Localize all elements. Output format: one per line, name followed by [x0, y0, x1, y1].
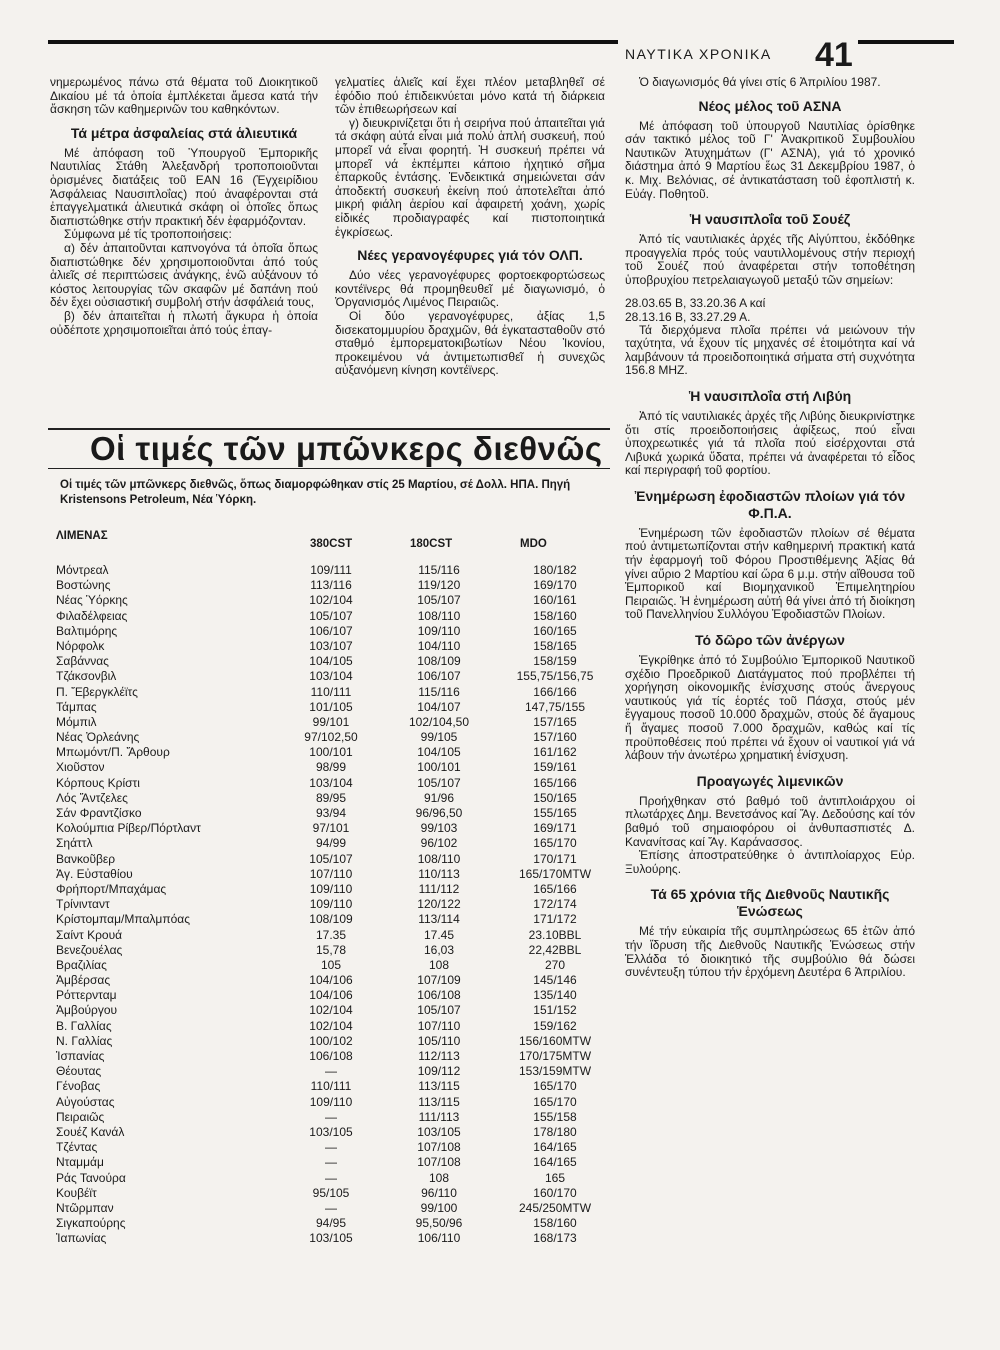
port-name-cell: Γένοβας	[56, 1079, 101, 1094]
price-380cst-cell: 106/107	[309, 623, 353, 638]
safety-measures-heading: Τά μέτρα ἀσφαλείας στά ἁλιευτικά	[70, 124, 298, 141]
price-mdo-cell: 23.10BBL	[528, 927, 582, 942]
price-180cst-cell: 110/113	[418, 866, 460, 881]
column-header-180cst: 180CST	[410, 538, 453, 550]
price-380cst-cell: 98/99	[315, 760, 347, 775]
news-section	[625, 211, 915, 378]
price-180cst-cell: 103/105	[417, 1124, 461, 1139]
price-380cst-cell: 94/95	[315, 1216, 347, 1231]
table-row	[56, 928, 606, 943]
price-380cst-cell: —	[325, 1064, 337, 1079]
table-row	[56, 745, 606, 760]
price-380cst-cell: 103/105	[309, 1231, 353, 1246]
table-row	[56, 867, 606, 882]
price-180cst-cell: 104/110	[417, 638, 461, 653]
price-380cst-cell: 97/101	[312, 821, 350, 836]
price-mdo-cell: 160/165	[533, 623, 577, 638]
price-mdo-cell: 166/166	[533, 684, 577, 699]
col2-paragraph: γελματίες ἁλιεῖς καί ἔχει πλέον μεταβληθεῖ σέ ἐφόδιο πού ἐπιδεικνύεται μόνο κατά τή διάρκεια τῶν ἐπιθεωρήσεων καί	[335, 75, 605, 117]
column-header-port: ΛΙΜΕΝΑΣ	[56, 530, 108, 542]
price-180cst-cell: 113/114	[418, 912, 460, 927]
publication-title: ΝΑΥΤΙΚΑ ΧΡΟΝΙΚΑ	[625, 46, 772, 62]
port-name-cell: Πειραιῶς	[56, 1109, 105, 1124]
price-180cst-cell: 111/112	[418, 881, 460, 896]
port-name-cell: Φρήπορτ/Μπαχάμας	[56, 881, 167, 896]
port-name-cell: Βραζιλίας	[56, 957, 107, 972]
news-section	[625, 632, 915, 763]
table-row	[56, 882, 606, 897]
table-row	[56, 791, 606, 806]
price-180cst-cell: 96/110	[421, 1185, 457, 1200]
price-180cst-cell: 16,03	[423, 942, 455, 957]
news-section	[625, 98, 915, 202]
port-name-cell: Ἱσπανίας	[56, 1049, 105, 1063]
price-180cst-cell: 108	[428, 1170, 450, 1185]
bunker-prices-title: Οἱ τιμές τῶν μπῶνκερς διεθνῶς	[90, 430, 603, 467]
price-180cst-cell: 113/115	[418, 1094, 460, 1109]
port-name-cell: Ἰαπωνίας	[56, 1231, 107, 1246]
price-380cst-cell: 104/106	[309, 973, 353, 988]
price-380cst-cell: —	[325, 1155, 337, 1170]
table-row	[56, 1201, 606, 1216]
section-heading: Νέος μέλος τοῦ ΑΣΝΑ	[698, 97, 842, 114]
price-mdo-cell: 169/170	[533, 578, 577, 593]
port-name-cell: Λός Ἄντζελες	[56, 790, 128, 805]
port-name-cell: Βοστώνης	[56, 578, 111, 593]
column-header-mdo: MDO	[520, 538, 547, 550]
price-380cst-cell: 103/104	[309, 669, 353, 684]
port-name-cell: Ἀμβούργου	[56, 1003, 118, 1018]
price-mdo-cell: 158/159	[533, 654, 577, 669]
col2-paragraph: Δύο νέες γερανογέφυρες φορτοεκφορτώσεως κοντέϊνερς θά προμηθευθεῖ μέ διαγωνισμό, ὁ Ὀργανισμός Λιμένος Πειραιῶς.	[335, 268, 605, 310]
port-name-cell: Π. Ἔβεργκλέϊτς	[56, 684, 138, 699]
price-380cst-cell: 106/108	[309, 1049, 353, 1063]
price-mdo-cell: 245/250MTW	[518, 1200, 592, 1215]
port-name-cell: Ἁγ. Εὐσταθίου	[56, 866, 133, 881]
section-text: Προήχθηκαν στό βαθμό τοῦ ἀντιπλοιάρχου οἱ πλωτάρχες Δημ. Βενετσάνος καί Ἄγ. Δεδούσης καί τόν βαθμό τοῦ σημαιοφόρου οἱ ἀνθυπασπιστές Δ. Κανανίτσας καί Ἄγ. Καράνασσος.	[625, 793, 915, 849]
price-mdo-cell: 159/161	[533, 760, 577, 775]
table-row	[56, 1140, 606, 1155]
section-text: Ἐπίσης ἀποστρατεύθηκε ὁ ἀντιπλοίαρχος Εὐρ. Ξυλούρης.	[625, 848, 915, 876]
price-380cst-cell: 103/107	[309, 638, 353, 653]
section-text: Ἀπό τίς ναυτιλιακές ἀρχές τῆς Λιβύης διευκρινίστηκε ὅτι στίς προειδοποιήσεις ἀφίξεως, πού εἶναι ὑποχρεωτικές γιά τά πλοῖα πού εἰσέρχονται στά Λιβυκά χωρικά ὕδατα, πρέπει νά ἀναφέρεται τό εἶδος καί περιγραφή τοῦ φορτίου.	[625, 408, 915, 478]
price-mdo-cell: 157/160	[533, 730, 577, 745]
price-180cst-cell: 107/108	[417, 1155, 461, 1170]
table-row	[56, 852, 606, 867]
table-row	[56, 1049, 606, 1064]
price-mdo-cell: 151/152	[533, 1003, 577, 1018]
table-row	[56, 988, 606, 1003]
port-name-cell: Σαίντ Κρουά	[56, 927, 123, 942]
price-180cst-cell: 112/113	[418, 1049, 460, 1063]
table-row	[56, 1125, 606, 1140]
price-mdo-cell: 169/171	[533, 821, 577, 836]
table-row	[56, 1110, 606, 1125]
price-180cst-cell: 99/100	[420, 1200, 458, 1215]
price-mdo-cell: 159/162	[533, 1018, 577, 1033]
col3-intro: Ὁ διαγωνισμός θά γίνει στίς 6 Ἀπριλίου 1987.	[639, 75, 881, 89]
price-mdo-cell: 168/173	[533, 1231, 577, 1246]
table-row	[56, 715, 606, 730]
price-mdo-cell: 170/175MTW	[518, 1049, 592, 1063]
port-name-cell: Τζάκσονβιλ	[56, 669, 117, 684]
table-row	[56, 1095, 606, 1110]
news-section	[625, 886, 915, 979]
column-header-380cst: 380CST	[310, 538, 353, 550]
title-rule	[48, 468, 610, 469]
table-row	[56, 836, 606, 851]
port-name-cell: Σηάττλ	[56, 836, 93, 851]
port-name-cell: Μόμπιλ	[56, 714, 97, 729]
port-name-cell: Νέας Ὀρλεάνης	[56, 730, 140, 745]
price-mdo-cell: 145/146	[533, 973, 577, 988]
section-text: Μέ ἀπόφαση τοῦ ὑπουργοῦ Ναυτιλίας ὁρίσθηκε σάν τακτικό μέλος τοῦ Γ' Ἀνακριτικοῦ Συμβουλίου Ναυτικῶν Ἀτυχημάτων (Γ' ΑΣΝΑ), γιά τό χρονικό διάστημα ἀπό 9 Μαρτίου ἕως 31 Δεκεμβρίου 1987, ὁ κ. Μιχ. Βελόνιας, σέ ἀντικατάσταση τοῦ ἐφοπλιστή κ. Εὐάγ. Ποθητοῦ.	[625, 118, 915, 201]
table-row	[56, 1155, 606, 1170]
price-180cst-cell: 115/116	[418, 684, 460, 699]
price-mdo-cell: 150/165	[533, 790, 577, 805]
table-row	[56, 776, 606, 791]
port-name-cell: Μόντρεαλ	[56, 563, 109, 577]
cranes-heading: Νέες γερανογέφυρες γιά τόν ΟΛΠ.	[357, 247, 583, 264]
price-180cst-cell: 105/107	[417, 593, 461, 608]
price-180cst-cell: 109/110	[417, 623, 461, 638]
port-name-cell: Κρίστομπαμ/Μπαλμπόας	[56, 912, 190, 927]
price-180cst-cell: 96/102	[420, 836, 458, 851]
port-name-cell: Νέας Ὑόρκης	[56, 593, 128, 608]
port-name-cell: Μπωμόντ/Π. Ἄρθουρ	[56, 745, 170, 760]
price-380cst-cell: 100/101	[309, 745, 353, 760]
price-180cst-cell: 113/115	[418, 1079, 460, 1094]
price-380cst-cell: 104/105	[309, 654, 353, 669]
price-180cst-cell: 99/105	[420, 730, 458, 745]
price-mdo-cell: 158/160	[533, 608, 577, 623]
price-mdo-cell: 180/182	[533, 563, 577, 577]
column-middle	[335, 76, 605, 378]
price-180cst-cell: 96/96,50	[415, 806, 463, 820]
header-rule-left	[48, 40, 618, 44]
col1-paragraph: β) δέν ἀπαιτεῖται ἡ πλωτή ἄγκυρα ἡ ὁποία οὐδέποτε χρησιμοποιεῖται ἀπό τούς ἐπαγ-	[50, 308, 318, 337]
price-380cst-cell: 109/110	[309, 1094, 353, 1109]
price-mdo-cell: 160/161	[533, 593, 577, 608]
price-380cst-cell: —	[325, 1170, 337, 1185]
news-section	[625, 388, 915, 478]
column-right	[625, 76, 915, 990]
price-380cst-cell: 105	[320, 957, 342, 972]
price-mdo-cell: 158/165	[533, 638, 577, 653]
news-section	[625, 773, 915, 877]
table-row	[56, 821, 606, 836]
price-180cst-cell: 91/96	[423, 790, 455, 805]
page-number: 41	[815, 36, 853, 74]
port-name-cell: Τρίνινταντ	[56, 897, 110, 912]
price-mdo-cell: 165/166	[533, 881, 577, 896]
price-380cst-cell: 101/105	[309, 699, 353, 714]
port-name-cell: Κουβέϊτ	[56, 1185, 97, 1200]
col1-intro: νημερωμένος πάνω στά θέματα τοῦ Διοικητικοῦ Δικαίου μέ τά ὁποία ἐμπλέκεται ἄμεσα κατά τήν ἄσκηση τῶν καθημερινῶν του καθηκόντων.	[50, 75, 318, 117]
port-name-cell: Σάν Φραντζίσκο	[56, 806, 142, 820]
col2-paragraph: γ) διευκρινίζεται ὅτι ἡ σειρήνα πού ἀπαιτεῖται γιά τά σκάφη αὐτά εἶναι μιά πολύ ἁπλή συσκευή, πού μπορεῖ νά εἶναι φορητή. Ἡ συσκευή πρέπει νά μπορεῖ νά ἐκπέμπει κάποιο ἠχητικό σῆμα ἐπαρκοῦς ἐντάσης. Ἐνδεικτικά σημειώνεται σάν ἀποδεκτή συσκευή ἐκείνη πού ἀποτελεῖται ἀπό μικρή φιάλη ἀερίου καί ἀφαιρετή χοάνη, χωρίς εἰδικές προδιαγραφές καί πιστοποιητικά ἐγκρίσεως.	[335, 115, 605, 239]
price-180cst-cell: 106/110	[417, 1231, 461, 1246]
price-mdo-cell: 165/166	[533, 775, 577, 790]
col1-paragraph: α) δέν ἀπαιτοῦνται καπνογόνα τά ὁποῖα ὅπως διαπιστώθηκε δέν χρησιμοποιοῦνται ἀπό τούς ἁλιεῖς σέ περιπτώσεις ἀνάγκης, ἐνῶ αὐξάνουν τό κόστος λειτουργίας τῶν σκαφῶν μέ δαπάνη πού δέν ἔχει οὐσιαστική συμβολή στήν ἀσφάλειά τους,	[50, 240, 318, 310]
table-row	[56, 1171, 606, 1186]
price-mdo-cell: 155,75/156,75	[516, 669, 594, 684]
table-row	[56, 1019, 606, 1034]
table-row	[56, 943, 606, 958]
price-380cst-cell: 102/104	[309, 1018, 353, 1033]
table-row	[56, 609, 606, 624]
port-name-cell: Φιλαδέλφειας	[56, 608, 128, 623]
price-mdo-cell: 155/165	[533, 806, 577, 820]
price-mdo-cell: 270	[544, 957, 566, 972]
port-name-cell: Ντῶρμπαν	[56, 1200, 114, 1215]
table-row	[56, 958, 606, 973]
col1-paragraph: Μέ ἀπόφαση τοῦ Ὑπουργοῦ Ἐμπορικῆς Ναυτιλίας Στάθη Ἀλεξανδρή τροποποιοῦνται ὁρισμένες διατάξεις τοῦ ΕΑΝ 16 (Ἐγχειρίδιου Ἀσφάλειας Ναυσιπλοΐας) πού ἀναφέρονται στά ἐπαγγελματικά ἁλιευτικά σκάφη οἱ ὁποῖες ὅπως διαπιστώθηκε στήν πρακτική δέν ἐφαρμόζονταν.	[50, 145, 318, 228]
price-180cst-cell: 105/110	[417, 1033, 461, 1048]
price-380cst-cell: 102/104	[309, 1003, 353, 1018]
table-row	[56, 1064, 606, 1079]
price-380cst-cell: —	[325, 1200, 337, 1215]
port-name-cell: Χιοῦστον	[56, 760, 105, 775]
price-380cst-cell: 15,78	[315, 942, 347, 957]
price-380cst-cell: 113/116	[310, 578, 352, 593]
port-name-cell: Βαλτιμόρης	[56, 623, 118, 638]
table-row	[56, 1034, 606, 1049]
column-left	[50, 76, 318, 337]
section-text: Ἐνημέρωση τῶν ἐφοδιαστῶν πλοίων σέ θέματα πού ἀντιμετωπίζονται στήν καθημερινή πρακτική κατά τήν ἐφαρμογή τοῦ Φόρου Προστιθέμενης Ἀξίας θά γίνει αὔριο 2 Μαρτίου καί ὥρα 6 μ.μ. στήν αἴθουσα τοῦ Ἐμπορικοῦ καί Βιομηχανικοῦ Ἐπιμελητηρίου Πειραιῶς. Ἡ ἐνημέρωση αὐτή θά γίνει ἀπό τή διοίκηση τοῦ Πανελληνίου Συλλόγου Ἐφοδιαστῶν Πλοίων.	[625, 525, 915, 622]
price-380cst-cell: 93/94	[315, 806, 347, 820]
price-mdo-cell: 171/172	[533, 912, 577, 927]
coordinate-line: 28.03.65 Β, 33.20.36 Α καί	[625, 295, 766, 310]
price-180cst-cell: 115/116	[418, 563, 460, 577]
price-mdo-cell: 153/159MTW	[518, 1064, 592, 1079]
port-name-cell: Τάμπας	[56, 699, 97, 714]
section-heading: Τό δῶρο τῶν ἀνέργων	[695, 632, 845, 649]
price-mdo-cell: 170/171	[533, 851, 577, 866]
table-row	[56, 897, 606, 912]
section-heading: Προαγωγές λιμενικῶν	[696, 772, 844, 789]
port-name-cell: Βενεζουέλας	[56, 942, 123, 957]
table-row	[56, 912, 606, 927]
price-180cst-cell: 109/112	[417, 1064, 461, 1079]
price-380cst-cell: 105/107	[309, 851, 353, 866]
port-name-cell: Ἀμβέρσας	[56, 973, 111, 988]
price-mdo-cell: 160/170	[533, 1185, 577, 1200]
table-row	[56, 1003, 606, 1018]
price-table-body	[56, 563, 606, 1246]
port-name-cell: Κολούμπια Ρίβερ/Πόρτλαντ	[56, 821, 201, 836]
table-row	[56, 669, 606, 684]
section-heading: Ἐνημέρωση ἐφοδιαστῶν πλοίων γιά τόν Φ.Π.Α.	[634, 487, 906, 521]
port-name-cell: Αὐγούστας	[56, 1094, 115, 1109]
table-row	[56, 700, 606, 715]
port-name-cell: Τζέντας	[56, 1140, 98, 1155]
bunker-prices-subtitle: Οἱ τιμές τῶν μπῶνκερς διεθνῶς, ὅπως διαμορφώθηκαν στίς 25 Μαρτίου, σέ Δολλ. ΗΠΑ. Πηγή Kristensons Petroleum, Νέα Ὑόρκη.	[60, 479, 571, 506]
port-name-cell: Σουέζ Κανάλ	[56, 1124, 125, 1139]
table-row	[56, 730, 606, 745]
port-name-cell: Σιγκαπούρης	[56, 1216, 126, 1231]
price-180cst-cell: 99/103	[420, 821, 458, 836]
price-180cst-cell: 108/110	[417, 851, 461, 866]
news-section	[625, 488, 915, 622]
table-row	[56, 563, 606, 578]
table-row	[56, 760, 606, 775]
price-180cst-cell: 108/110	[417, 608, 461, 623]
port-name-cell: Ράς Τανούρα	[56, 1170, 126, 1185]
section-text: Μέ τήν εὐκαιρία τῆς συμπληρώσεως 65 ἐτῶν ἀπό τήν ἵδρυση τῆς Διεθνοῦς Ναυτικῆς Ἑνώσεως στήν Ἑλλάδα τό διοικητικό τῆς συμβούλιο θά δώσει συνέντευξη τύπου τήν ἐρχόμενη Δευτέρα 6 Ἀπριλίου.	[625, 924, 915, 980]
price-380cst-cell: —	[325, 1140, 337, 1155]
price-180cst-cell: 106/108	[417, 988, 461, 1003]
port-name-cell: Ρόττερνταμ	[56, 988, 117, 1003]
table-row	[56, 1186, 606, 1201]
price-mdo-cell: 155/158	[533, 1109, 577, 1124]
price-mdo-cell: 164/165	[533, 1155, 577, 1170]
price-180cst-cell: 95,50/96	[415, 1216, 463, 1231]
port-name-cell: Ν. Γαλλίας	[56, 1033, 113, 1048]
table-row	[56, 806, 606, 821]
price-380cst-cell: 103/104	[309, 775, 353, 790]
price-380cst-cell: 104/106	[309, 988, 353, 1003]
price-mdo-cell: 164/165	[533, 1140, 577, 1155]
price-380cst-cell: 108/109	[309, 912, 353, 927]
section-heading: Ἡ ναυσιπλοΐα τοῦ Σουέζ	[689, 211, 851, 228]
price-180cst-cell: 105/107	[417, 775, 461, 790]
port-name-cell: Σαβάννας	[56, 654, 109, 669]
price-mdo-cell: 165	[544, 1170, 566, 1185]
price-380cst-cell: 89/95	[315, 790, 347, 805]
table-row	[56, 1079, 606, 1094]
price-380cst-cell: 110/111	[310, 1079, 352, 1094]
price-180cst-cell: 107/109	[417, 973, 461, 988]
price-180cst-cell: 104/105	[417, 745, 461, 760]
price-380cst-cell: 105/107	[309, 608, 353, 623]
price-mdo-cell: 135/140	[533, 988, 577, 1003]
price-380cst-cell: 110/111	[310, 684, 352, 699]
price-mdo-cell: 158/160	[533, 1216, 577, 1231]
price-180cst-cell: 107/108	[417, 1140, 461, 1155]
price-180cst-cell: 106/107	[417, 669, 461, 684]
port-name-cell: Νόρφολκ	[56, 638, 105, 653]
price-180cst-cell: 108/109	[417, 654, 461, 669]
price-mdo-cell: 178/180	[533, 1124, 577, 1139]
coordinate-line: 28.13.16 Β, 33.27.29 Α.	[625, 309, 751, 324]
price-180cst-cell: 100/101	[417, 760, 461, 775]
port-name-cell: Νταμμάμ	[56, 1155, 104, 1170]
price-180cst-cell: 111/113	[418, 1109, 460, 1124]
price-180cst-cell: 107/110	[417, 1018, 461, 1033]
table-row	[56, 654, 606, 669]
price-180cst-cell: 120/122	[417, 897, 461, 912]
table-row	[56, 1231, 606, 1246]
price-mdo-cell: 165/170	[533, 1094, 577, 1109]
price-mdo-cell: 157/165	[533, 714, 577, 729]
port-name-cell: Β. Γαλλίας	[56, 1018, 112, 1033]
price-380cst-cell: 103/105	[309, 1124, 353, 1139]
col2-paragraph: Οἱ δύο γερανογέφυρες, ἀξίας 1,5 δισεκατομμυρίου δραχμῶν, θά ἐγκατασταθοῦν στό σταθμό ἐμπορεματοκιβωτίων Νέου Ἰκονίου, προκειμένου νά ἀντιμετωπισθεῖ ἡ συνεχῶς αὐξανόμενη κίνηση κοντέϊνερς.	[335, 308, 605, 378]
price-380cst-cell: 109/110	[309, 897, 353, 912]
coordinates	[625, 296, 915, 324]
port-name-cell: Κόρπους Κρίστι	[56, 775, 140, 790]
table-row	[56, 1216, 606, 1231]
price-380cst-cell: 94/99	[315, 836, 347, 851]
table-row	[56, 578, 606, 593]
col1-paragraph: Σύμφωνα μέ τίς τροποποιήσεις:	[64, 227, 232, 242]
table-row	[56, 685, 606, 700]
port-name-cell: Θέουτας	[56, 1064, 102, 1079]
section-heading: Τά 65 χρόνια τῆς Διεθνοῦς Ναυτικῆς Ἑνώσεως	[650, 886, 890, 920]
price-380cst-cell: 100/102	[309, 1033, 353, 1048]
price-180cst-cell: 17.45	[423, 927, 455, 942]
price-380cst-cell: 97/102,50	[304, 730, 358, 745]
price-380cst-cell: 95/105	[312, 1185, 350, 1200]
price-mdo-cell: 156/160MTW	[518, 1033, 592, 1048]
table-row	[56, 973, 606, 988]
price-380cst-cell: 109/110	[309, 881, 353, 896]
price-380cst-cell: —	[325, 1109, 337, 1124]
section-text: Ἐγκρίθηκε ἀπό τό Συμβούλιο Ἐμπορικοῦ Ναυτικοῦ σχέδιο Προεδρικοῦ Διατάγματος πού προβλέπει τή χορήγηση οἰκονομικῆς ἐνίσχυσης στούς ἄνεργους ναυτικούς γιά τίς ἑορτές τοῦ Πάσχα, στούς μέν ἔγγαμους ποσοῦ 10.000 δραχμῶν, στούς δέ ἄγαμους ἤ ἄγαμες ποσοῦ 7.000 δραχμῶν, καθώς καί τίς προϋποθέσεις πού πρέπει νά ἔχουν οἱ ναυτικοί γιά νά λάβουν τήν ἀνωτέρω χρηματική ἐνίσχυση.	[625, 653, 915, 763]
section-text: Τά διερχόμενα πλοῖα πρέπει νά μειώνουν τήν ταχύτητα, νά ἔχουν τίς μηχανές σέ ἑτοιμότητα καί νά λαμβάνουν τά προειδοποιητικά σήματα στή συχνότητα 156.8 MHZ.	[625, 322, 915, 378]
price-380cst-cell: 102/104	[309, 593, 353, 608]
price-mdo-cell: 172/174	[533, 897, 577, 912]
table-row	[56, 624, 606, 639]
table-row	[56, 639, 606, 654]
price-mdo-cell: 22,42BBL	[528, 942, 582, 957]
price-mdo-cell: 161/162	[533, 745, 577, 760]
price-180cst-cell: 104/107	[417, 699, 461, 714]
section-heading: Ἡ ναυσιπλοΐα στή Λιβύη	[688, 387, 852, 404]
price-180cst-cell: 108	[428, 957, 450, 972]
price-180cst-cell: 119/120	[417, 578, 461, 593]
price-180cst-cell: 102/104,50	[408, 714, 470, 729]
price-380cst-cell: 109/111	[310, 563, 352, 577]
price-mdo-cell: 165/170	[533, 836, 577, 851]
price-180cst-cell: 105/107	[417, 1003, 461, 1018]
price-mdo-cell: 147,75/155	[524, 699, 586, 714]
header-rule-right	[858, 40, 954, 44]
price-mdo-cell: 165/170MTW	[518, 866, 592, 881]
price-380cst-cell: 17.35	[315, 927, 347, 942]
price-380cst-cell: 107/110	[309, 866, 353, 881]
price-mdo-cell: 165/170	[533, 1079, 577, 1094]
table-row	[56, 593, 606, 608]
price-380cst-cell: 99/101	[312, 714, 350, 729]
port-name-cell: Βανκοῦβερ	[56, 851, 116, 866]
section-text: Ἀπό τίς ναυτιλιακές ἀρχές τῆς Αἰγύπτου, ἐκδόθηκε προαγγελία πρός τούς ναυτιλλομένους στήν περιοχή τοῦ Σουέζ πού ἀναφέρεται στήν τοποθέτηση ὑποβρυχίου πετρελαιαγωγοῦ μεταξύ τῶν σημείων:	[625, 232, 915, 287]
